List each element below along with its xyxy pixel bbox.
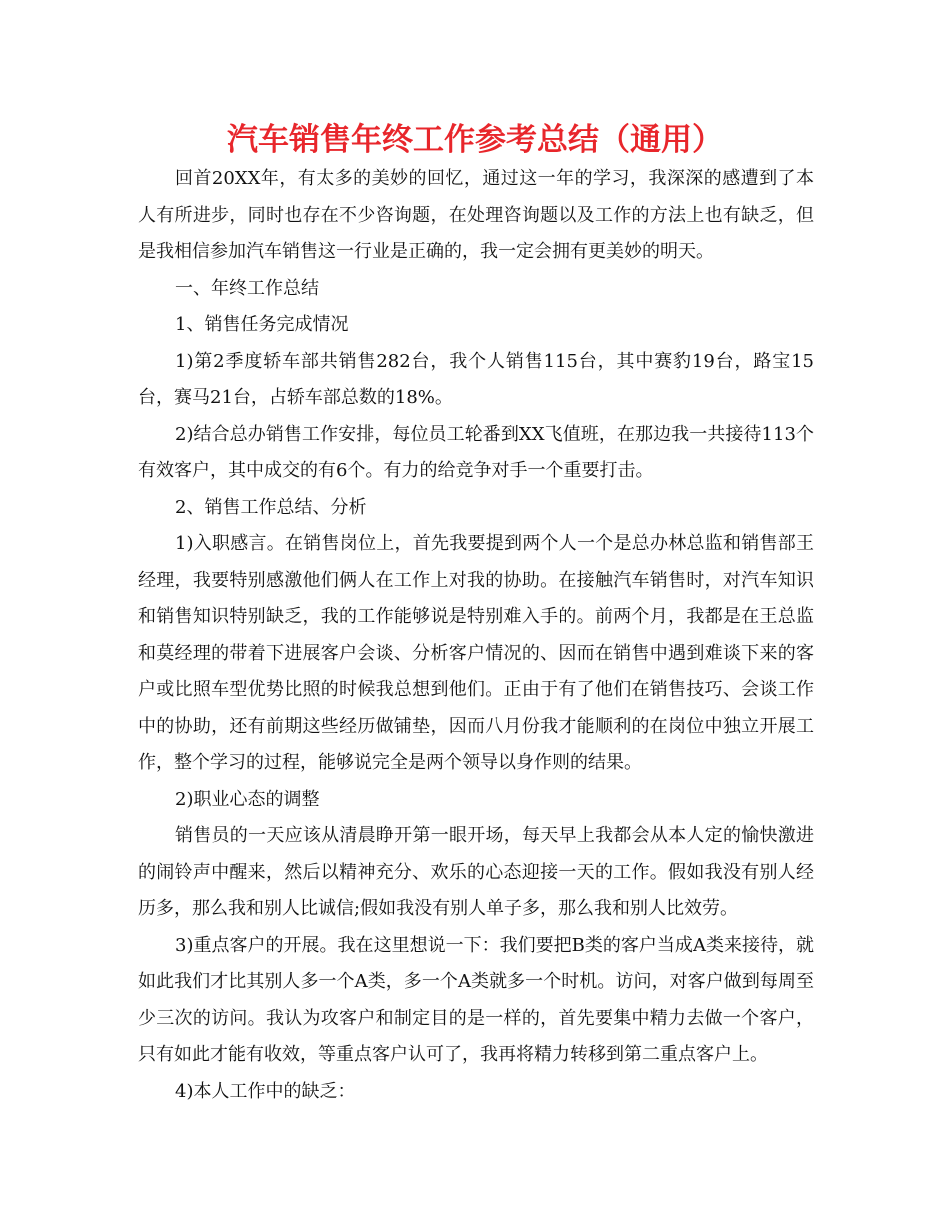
paragraph: 2)结合总办销售工作安排，每位员工轮番到XX飞值班，在那边我一共接待113个有效客户，其中成交的有6个。有力的给竞争对手一个重要打击。 [138,423,814,481]
paragraph: 销售员的一天应该从清晨睁开第一眼开场，每天早上我都会从本人定的愉快激进的闹铃声中醒来，然后以精神充分、欢乐的心态迎接一天的工作。假如我没有别人经历多，那么我和别人比诚信;假如我没有别人单子多，那么我和别人比效劳。 [138,825,814,919]
document-title: 汽车销售年终工作参考总结（通用） [227,122,723,158]
subsection-heading: 1、销售任务完成情况 [175,314,349,335]
paragraph: 2)职业心态的调整 [175,788,320,810]
paragraph: 1)第2季度轿车部共销售282台，我个人销售115台，其中赛豹19台，路宝15台，赛马21台，占轿车部总数的18%。 [138,350,814,408]
document-body [138,161,814,1110]
paragraph: 4)本人工作中的缺乏： [175,1080,356,1102]
paragraph: 1)入职感言。在销售岗位上，首先我要提到两个人一个是总办林总监和销售部王经理，我要特别感激他们俩人在工作上对我的协助。在接触汽车销售时，对汽车知识和销售知识特别缺乏，我的工作能够说是特别难入手的。前两个月，我都是在王总监和莫经理的带着下进展客户会谈、分析客户情况的、因而在销售中遇到难谈下来的客户或比照车型优势比照的时候我总想到他们。正由于有了他们在销售技巧、会谈工作中的协助，还有前期这些经历做铺垫，因而八月份我才能顺利的在岗位中独立开展工作，整个学习的过程，能够说完全是两个领导以身作则的结果。 [138,533,814,773]
paragraph: 回首20XX年，有太多的美妙的回忆，通过这一年的学习，我深深的感遭到了本人有所进步，同时也存在不少咨询题，在处理咨询题以及工作的方法上也有缺乏，但是我相信参加汽车销售这一行业是正确的，我一定会拥有更美妙的明天。 [138,168,814,262]
paragraph: 3)重点客户的开展。我在这里想说一下：我们要把B类的客户当成A类来接待，就如此我们才比其别人多一个A类，多一个A类就多一个时机。访问，对客户做到每周至少三次的访问。我认为攻客户和制定目的是一样的，首先要集中精力去做一个客户，只有如此才能有收效，等重点客户认可了，我再将精力转移到第二重点客户上。 [138,934,814,1065]
section-heading: 一、年终工作总结 [175,277,319,299]
subsection-heading: 2、销售工作总结、分析 [175,496,367,518]
